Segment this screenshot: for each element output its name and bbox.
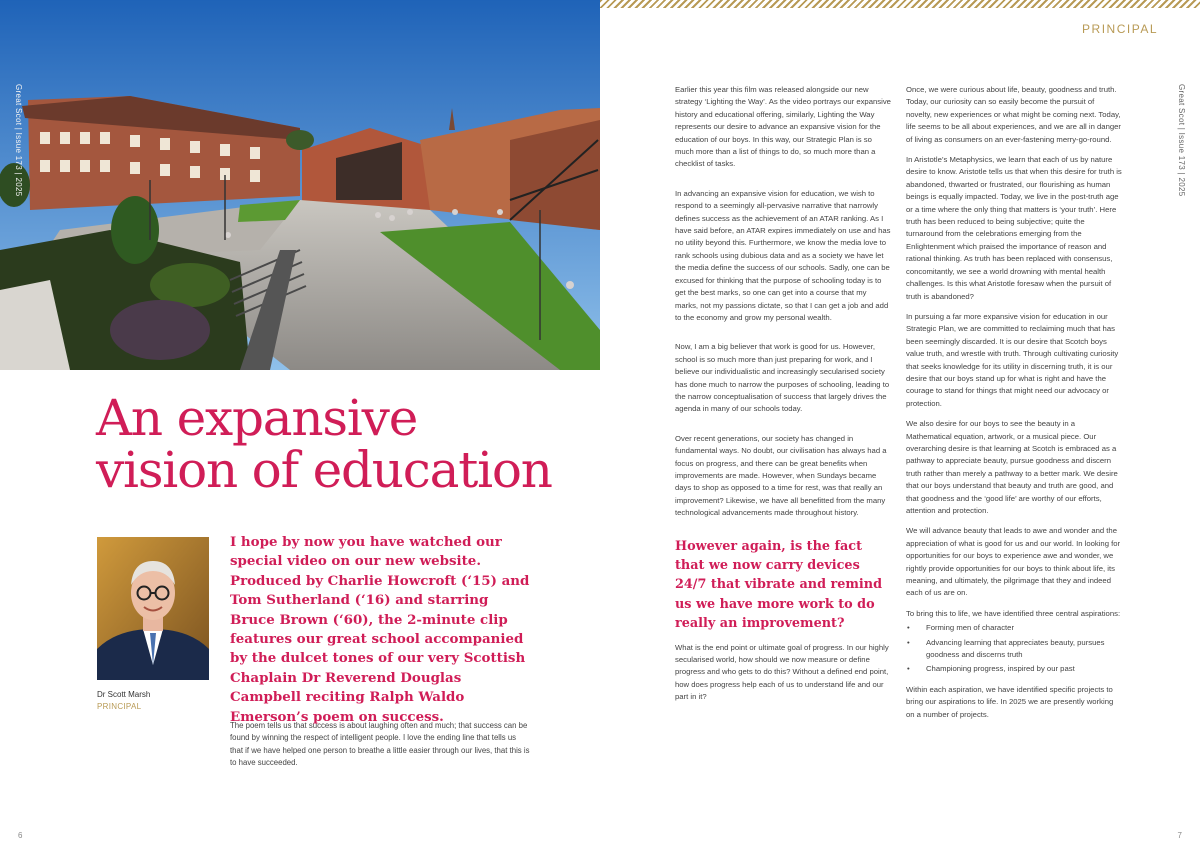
section-label: PRINCIPAL — [1082, 22, 1158, 36]
principal-portrait — [97, 537, 209, 680]
school-courtyard-photo — [0, 0, 600, 370]
paragraph: Over recent generations, our society has changed in fundamental ways. No doubt, our civilisation has always had a focus on progress, and there can be great benefits when improvements are made. However, when Sundays became days to shop as opposed to a time for rest, was that really an improvement? Likewise, we have all benefitted from the many technological advancements made throughout history. — [675, 433, 887, 518]
aspirations-list — [906, 622, 1122, 676]
list-item: • Advancing learning that appreciates beauty, pursues goodness and discerns truth — [906, 637, 1122, 662]
portrait-caption-role: PRINCIPAL — [97, 702, 142, 711]
pull-quote: However again, is the fact that we now carry devices 24/7 that vibrate and remind us we have more work to do really an improvement? — [675, 538, 883, 632]
headline-line-1: An expansive — [96, 389, 418, 447]
page-number-left: 6 — [18, 831, 23, 840]
paragraph: Earlier this year this film was released alongside our new strategy ‘Lighting the Way’. As the video portrays our expansive history and educational offering, similarly, Lighting the Way represents our desire to advance an expansive vision for the education of our boys. In this way, our Strategic Plan is so much more than a list of things to do, so much more than a checklist of tasks. — [675, 85, 891, 169]
list-item: • Forming men of character — [906, 622, 1122, 634]
paragraph: In Aristotle’s Metaphysics, we learn that each of us by nature desire to know. Aristotle tells us that when this desire for truth is abandoned, thwarted or frustrated, our flourishing as human beings is equally impacted. Today, we live in the post-truth age or a time where the only thing that matters is ‘your truth’. Here truth has been reduced to being subjective; quite the turnaround from the celebrations emerging from the Enlightenment which praised the importance of reason and rational thinking. As truth has been replaced with consensus, concomitantly, we see a world drowning with mental health challenges. Is this what Aristotle foresaw when the pursuit of truth is abandoned? — [906, 155, 1122, 301]
running-head-right: Great Scot | Issue 173 | 2025 — [1177, 84, 1186, 197]
portrait-caption-name: Dr Scott Marsh — [97, 690, 151, 699]
text-column-1 — [675, 84, 891, 712]
paragraph: What is the end point or ultimate goal of progress. In our highly secularised world, how should we now measure or define progress and who gets to do this? Without a defined end point, how does progress help each of us to understand life and our part in it? — [675, 642, 889, 702]
page-number-right: 7 — [1177, 831, 1182, 840]
paragraph: Once, we were curious about life, beauty, goodness and truth. Today, our curiosity can so easily become the pursuit of novelty, new experiences or what might be coming next. Today, life seems to be all about experiences, and we are all in danger of living as consumers on an ever-fastening merry-go-round. — [906, 85, 1121, 144]
running-head-left: Great Scot | Issue 173 | 2025 — [14, 84, 23, 197]
paragraph: Now, I am a big believer that work is good for us. However, school is so much more than just preparing for work, and I believe our individualistic and increasingly secularised society has done much to narrow the purposes of schooling, leading to the narrow conceptualisation of success that largely drives the agenda in many of our schools today. — [675, 342, 890, 414]
text-column-2 — [906, 84, 1122, 729]
paragraph: We also desire for our boys to see the beauty in a Mathematical equation, artwork, or a musical piece. Our overarching desire is that learning at Scotch is embraced as a pathway to appreciate beauty, pursue goodness and discern truth rather than merely a pathway to a better mark. We desire that our boys understand that beauty and truth are good, and that goodness and the ‘good life’ are worthy of our efforts, attention and protection. — [906, 419, 1118, 515]
decorative-stripe — [600, 0, 1200, 8]
paragraph: To bring this to life, we have identified three central aspirations: — [906, 608, 1121, 618]
paragraph: In advancing an expansive vision for education, we wish to respond to a seemingly all-pervasive narrative that narrowly defines success as the achievement of an ATAR ranking. As I have said before, an ATAR expires immediately on use and has no utility beyond this. Furthermore, we know the media love to rank schools using dubious data and as a society we have let the media define the success of our schools. Sadly, one can be excused for thinking that the purpose of schooling today is to get the best marks, so one can get into a course that my marks, not my passions dictate, so that I can get a job and add to the economy and grow my personal wealth. — [675, 188, 891, 322]
headline-line-2: vision of education — [96, 441, 552, 499]
lead-paragraph: I hope by now you have watched our special video on our new website. Produced by Charlie Howcroft (‘15) and Tom Sutherland (‘16) and starring Bruce Brown (‘60), the 2-minute clip features our great school accompanied by the dulcet tones of our very Scottish Chaplain Dr Reverend Douglas Campbell reciting Ralph Waldo Emerson’s poem on success. — [230, 534, 530, 725]
article-headline — [96, 389, 576, 499]
body-paragraph: The poem tells us that success is about laughing often and much; that success can be found by winning the respect of intelligent people. I love the ending line that tells us that if we have helped one person to breathe a little easier through our lives, that this is to have succeeded. — [230, 721, 530, 768]
paragraph: In pursuing a far more expansive vision for education in our Strategic Plan, we are committed to reclaiming much that has been seemingly discarded. It is our desire that Scotch boys value truth, and wrestle with truth. Through cultivating curiosity that seeks knowledge for its utility in discerning truth, it is our desire that our boys stand up for what is right and have the courage to stand for things that might need our advocacy or protection. — [906, 311, 1119, 408]
right-page — [600, 0, 1200, 849]
paragraph: We will advance beauty that leads to awe and wonder and the appreciation of what is good for us and our world. In looking for opportunities for our boys to experience awe and wonder, we rightly provide opportunities for our boys to think about life, its meaning, and ultimately, the pilgrimage that they and indeed each of us are on. — [906, 526, 1121, 598]
list-item: • Championing progress, inspired by our past — [906, 663, 1122, 675]
paragraph: Within each aspiration, we have identified specific projects to bring our aspirations to life. In 2025 we are presently working on a number of projects. — [906, 684, 1114, 719]
